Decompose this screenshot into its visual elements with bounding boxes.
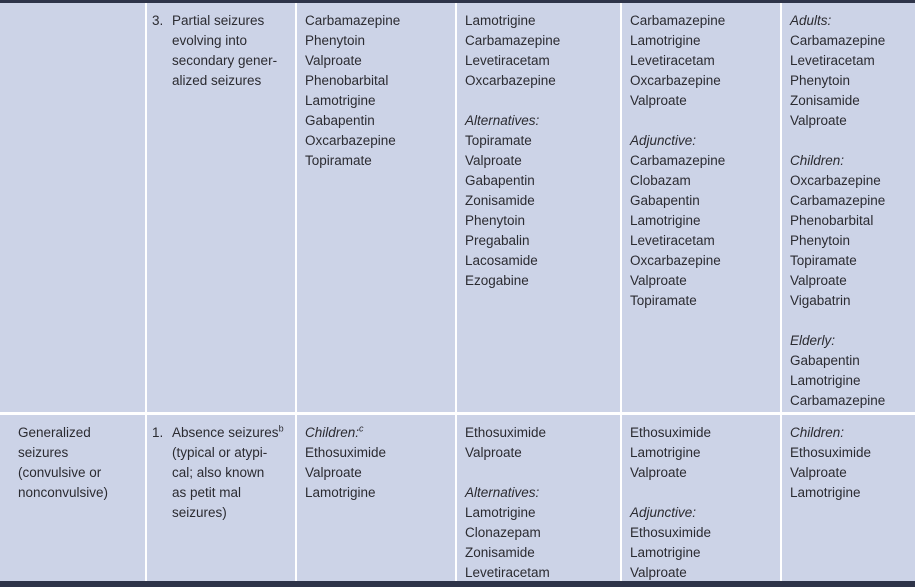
drug-group-label: Elderly: <box>790 333 836 348</box>
drug-item: Phenobarbital <box>790 213 874 228</box>
drug-group <box>790 11 909 131</box>
drug-item: Levetiracetam <box>630 233 715 248</box>
drug-item: Topiramate <box>790 253 857 268</box>
drug-item: Gabapentin <box>790 353 860 368</box>
drug-item: Levetiracetam <box>465 53 550 68</box>
drug-item: Carbamazepine <box>790 193 886 208</box>
drug-group-label: Children: <box>790 425 845 440</box>
subtype-cell <box>147 415 295 581</box>
drug-item: Gabapentin <box>465 173 535 188</box>
drug-item: Phenytoin <box>790 73 851 88</box>
drug-group-label: Adjunctive: <box>630 505 697 520</box>
drug-item: Lamotrigine <box>630 33 701 48</box>
superscript-note: b <box>278 423 284 434</box>
subtype-line: seizures) <box>172 505 227 520</box>
drug-group-label: Adjunctive: <box>630 133 697 148</box>
drug-cell <box>297 3 455 412</box>
drug-item: Phenytoin <box>465 213 526 228</box>
subtype-line: alized seizures <box>172 73 262 88</box>
subtype-line: Absence seizures$^b$ <box>172 423 284 440</box>
subtype-number: 3. <box>152 13 164 28</box>
drug-item: Ethosuximide <box>305 445 387 460</box>
drug-item: Ethosuximide <box>465 425 547 440</box>
drug-item: Pregabalin <box>465 233 530 248</box>
drug-group <box>465 423 614 463</box>
drug-item: Levetiracetam <box>790 53 875 68</box>
drug-item: Valproate <box>790 465 847 480</box>
subtype-line: cal; also known <box>172 465 265 480</box>
drug-item: Valproate <box>630 465 687 480</box>
drug-item: Valproate <box>630 93 687 108</box>
drug-item: Ethosuximide <box>630 425 712 440</box>
drug-cell <box>457 3 620 412</box>
drug-item: Valproate <box>465 445 522 460</box>
subtype-text <box>172 11 277 412</box>
drug-group <box>630 423 774 483</box>
drug-cell <box>782 415 915 581</box>
drug-group <box>630 503 774 581</box>
drug-item: Lamotrigine <box>790 373 861 388</box>
drug-group <box>465 111 614 291</box>
drug-item: Oxcarbazepine <box>630 73 721 88</box>
drug-item: Ethosuximide <box>790 445 872 460</box>
drug-item: Topiramate <box>465 133 532 148</box>
drug-group <box>790 151 909 311</box>
drug-item: Gabapentin <box>630 193 700 208</box>
drug-item: Gabapentin <box>305 113 375 128</box>
drug-item: Lamotrigine <box>630 445 701 460</box>
drug-group-label: Adults: <box>790 13 832 28</box>
drug-item: Valproate <box>630 273 687 288</box>
drug-item: Levetiracetam <box>465 565 550 580</box>
drug-item: Vigabatrin <box>790 293 851 308</box>
drug-group-label: Children:$^c$ <box>305 423 364 440</box>
drug-group <box>630 131 774 311</box>
drug-item: Lamotrigine <box>465 505 536 520</box>
drug-item: Lamotrigine <box>630 213 701 228</box>
category-cell <box>0 415 145 581</box>
drug-group <box>790 331 909 411</box>
drug-item: Lamotrigine <box>305 93 376 108</box>
drug-group <box>305 11 449 171</box>
drug-item: Ezogabine <box>465 273 529 288</box>
drug-item: Oxcarbazepine <box>465 73 556 88</box>
drug-group <box>465 11 614 91</box>
drug-item: Valproate <box>465 153 522 168</box>
drug-item: Valproate <box>790 113 847 128</box>
drug-item: Oxcarbazepine <box>630 253 721 268</box>
drug-group <box>305 423 449 503</box>
category-line: (convulsive or <box>18 465 102 480</box>
drug-item: Carbamazepine <box>465 33 561 48</box>
drug-item: Carbamazepine <box>305 13 401 28</box>
drug-cell <box>297 415 455 581</box>
category-line: seizures <box>18 445 69 460</box>
drug-item: Lamotrigine <box>465 13 536 28</box>
subtype-line: evolving into <box>172 33 248 48</box>
drug-item: Oxcarbazepine <box>305 133 396 148</box>
drug-item: Topiramate <box>305 153 372 168</box>
drug-item: Carbamazepine <box>630 13 726 28</box>
drug-item: Zonisamide <box>790 93 860 108</box>
drug-item: Phenytoin <box>790 233 851 248</box>
subtype-line: as petit mal <box>172 485 242 500</box>
drug-item: Valproate <box>790 273 847 288</box>
subtype-number: 1. <box>152 425 164 440</box>
subtype-line: secondary gener- <box>172 53 278 68</box>
subtype-line: (typical or atypi- <box>172 445 268 460</box>
drug-item: Clonazepam <box>465 525 541 540</box>
category-line: Generalized <box>18 425 91 440</box>
drug-item: Valproate <box>305 53 362 68</box>
drug-item: Valproate <box>630 565 687 580</box>
drug-cell <box>622 415 780 581</box>
drug-item: Lamotrigine <box>630 545 701 560</box>
drug-item: Zonisamide <box>465 193 535 208</box>
drug-group-label: Alternatives: <box>465 113 540 128</box>
drug-item: Levetiracetam <box>630 53 715 68</box>
subtype-text <box>172 423 284 581</box>
drug-item: Phenytoin <box>305 33 366 48</box>
drug-item: Zonisamide <box>465 545 535 560</box>
drug-item: Phenobarbital <box>305 73 389 88</box>
drug-item: Carbamazepine <box>790 393 886 408</box>
drug-group <box>630 11 774 111</box>
drug-cell <box>622 3 780 412</box>
subtype-line: Partial seizures <box>172 13 265 28</box>
drug-group <box>465 483 614 581</box>
drug-item: Ethosuximide <box>630 525 712 540</box>
drug-item: Lamotrigine <box>790 485 861 500</box>
subtype-cell <box>147 3 295 412</box>
drug-group-label: Alternatives: <box>465 485 540 500</box>
drug-item: Lacosamide <box>465 253 538 268</box>
superscript-note: c <box>359 423 364 434</box>
drug-cell <box>457 415 620 581</box>
category-line: nonconvulsive) <box>18 485 109 500</box>
drug-item: Carbamazepine <box>790 33 886 48</box>
drug-cell <box>782 3 915 412</box>
category-cell <box>0 3 145 412</box>
drug-group-label: Children: <box>790 153 845 168</box>
drug-item: Clobazam <box>630 173 691 188</box>
drug-item: Topiramate <box>630 293 697 308</box>
drug-item: Valproate <box>305 465 362 480</box>
drug-item: Lamotrigine <box>305 485 376 500</box>
drug-item: Carbamazepine <box>630 153 726 168</box>
drug-item: Oxcarbazepine <box>790 173 881 188</box>
drug-group <box>790 423 909 503</box>
